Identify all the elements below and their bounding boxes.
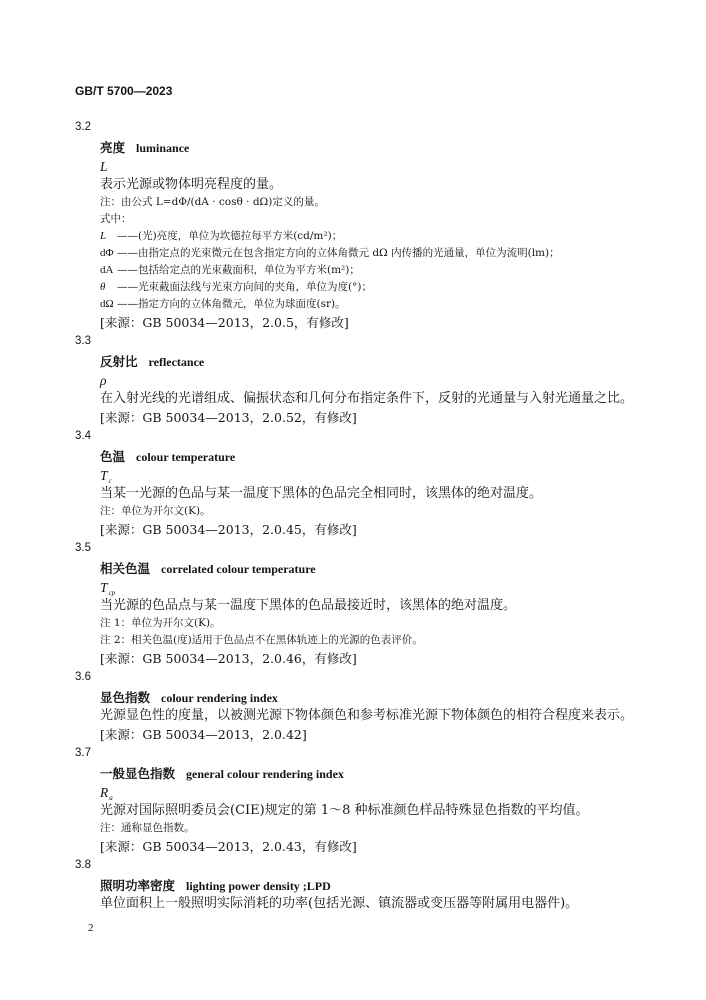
source-reference: [来源：GB 50034—2013，2.0.43，有修改] bbox=[100, 839, 357, 854]
term-chinese: 相关色温 bbox=[100, 561, 151, 576]
term-symbol bbox=[75, 370, 695, 389]
term-english: lighting power density ;LPD bbox=[186, 879, 331, 893]
symbol bbox=[100, 785, 113, 800]
term-chinese: 显色指数 bbox=[100, 690, 151, 705]
source-reference: [来源：GB 50034—2013，2.0.52，有修改] bbox=[100, 410, 357, 425]
term-chinese: 色温 bbox=[100, 449, 126, 464]
term-chinese: 反射比 bbox=[100, 354, 138, 369]
variable-description: ——包括给定点的光束截面积，单位为平方米(m²)； bbox=[117, 264, 360, 276]
term-heading bbox=[75, 687, 695, 706]
variable-line bbox=[75, 279, 695, 296]
clause-number: 3.7 bbox=[75, 747, 91, 759]
term-english: reflectance bbox=[148, 355, 205, 369]
term-heading bbox=[75, 137, 695, 156]
term-entry-3-2 bbox=[75, 118, 695, 332]
symbol bbox=[100, 468, 112, 483]
note-text: 注 2：相关色温(度)适用于色品点不在黑体轨迹上的光源的色表评价。 bbox=[100, 634, 423, 646]
standard-code-header: GB/T 5700—2023 bbox=[75, 84, 173, 98]
variable-description: ——(光)亮度，单位为坎德拉每平方米(cd/m²)； bbox=[117, 230, 343, 242]
term-heading bbox=[75, 558, 695, 577]
note-text: 注：由公式 L=dΦ/(dA · cosθ · dΩ)定义的量。 bbox=[100, 196, 325, 208]
definition-text: 光源对国际照明委员会(CIE)规定的第 1～8 种标准颜色样品特殊显色指数的平均值。 bbox=[100, 803, 589, 818]
term-chinese: 一般显色指数 bbox=[100, 766, 176, 781]
note-text: 注：通称显色指数。 bbox=[100, 822, 195, 834]
symbol-main: L bbox=[100, 159, 108, 174]
variable-line bbox=[75, 262, 695, 279]
term-symbol bbox=[75, 782, 695, 801]
term-entry-3-8 bbox=[75, 856, 695, 913]
term-heading bbox=[75, 446, 695, 465]
definition-text: 当某一光源的色品与某一温度下黑体的色品完全相同时，该黑体的绝对温度。 bbox=[100, 486, 543, 501]
term-english: general colour rendering index bbox=[186, 767, 344, 781]
clause-number: 3.6 bbox=[75, 671, 91, 683]
clause-number: 3.8 bbox=[75, 859, 91, 871]
symbol-subscript: a bbox=[109, 794, 113, 802]
term-entry-3-7 bbox=[75, 744, 695, 856]
variable-description: ——光束截面法线与光束方向间的夹角，单位为度(°)； bbox=[117, 281, 372, 293]
term-symbol bbox=[75, 465, 695, 484]
where-label: 式中： bbox=[100, 213, 132, 225]
variable-line bbox=[75, 296, 695, 313]
source-reference: [来源：GB 50034—2013，2.0.45，有修改] bbox=[100, 522, 357, 537]
source-reference: [来源：GB 50034—2013，2.0.5，有修改] bbox=[100, 315, 349, 330]
terms-and-definitions bbox=[75, 118, 695, 913]
definition-text: 光源显色性的度量，以被测光源下物体颜色和参考标准光源下物体颜色的相符合程度来表示。 bbox=[100, 708, 634, 723]
term-heading bbox=[75, 351, 695, 370]
term-english: colour temperature bbox=[136, 450, 236, 464]
variable-symbol: dΦ bbox=[100, 247, 114, 259]
term-symbol bbox=[75, 577, 695, 596]
symbol-main: ρ bbox=[100, 373, 107, 388]
term-english: luminance bbox=[136, 141, 190, 155]
definition-text: 表示光源或物体明亮程度的量。 bbox=[100, 177, 283, 192]
variable-description: ——指定方向的立体角微元，单位为球面度(sr)。 bbox=[117, 298, 346, 310]
term-heading bbox=[75, 763, 695, 782]
symbol-subscript: cp bbox=[108, 589, 116, 597]
definition-text: 当光源的色品点与某一温度下黑体的色品最接近时，该黑体的绝对温度。 bbox=[100, 598, 517, 613]
symbol bbox=[100, 580, 115, 595]
variable-line bbox=[75, 228, 695, 245]
clause-number: 3.4 bbox=[75, 430, 91, 442]
definition-text: 在入射光线的光谱组成、偏振状态和几何分布指定条件下，反射的光通量与入射光通量之比。 bbox=[100, 391, 634, 406]
clause-number: 3.2 bbox=[75, 121, 91, 133]
term-english: correlated colour temperature bbox=[161, 562, 316, 576]
page-number: 2 bbox=[88, 922, 94, 934]
term-entry-3-3 bbox=[75, 332, 695, 427]
term-entry-3-6 bbox=[75, 668, 695, 744]
variable-symbol: dA bbox=[100, 264, 114, 276]
note-text: 注：单位为开尔文(K)。 bbox=[100, 505, 211, 517]
term-chinese: 亮度 bbox=[100, 140, 126, 155]
term-english: colour rendering index bbox=[161, 691, 278, 705]
variable-symbol: dΩ bbox=[100, 298, 114, 310]
term-symbol bbox=[75, 156, 695, 175]
source-reference: [来源：GB 50034—2013，2.0.42] bbox=[100, 727, 307, 742]
source-reference: [来源：GB 50034—2013，2.0.46，有修改] bbox=[100, 651, 357, 666]
term-entry-3-4 bbox=[75, 427, 695, 539]
note-text: 注 1：单位为开尔文(K)。 bbox=[100, 617, 221, 629]
symbol-main: R bbox=[100, 785, 109, 800]
variable-description: ——由指定点的光束微元在包含指定方向的立体角微元 dΩ 内传播的光通量，单位为流明(lm)； bbox=[117, 247, 560, 259]
variable-symbol: θ bbox=[100, 281, 106, 293]
variable-symbol: L bbox=[100, 230, 107, 242]
clause-number: 3.5 bbox=[75, 542, 91, 554]
symbol-main: T bbox=[100, 468, 108, 483]
term-heading bbox=[75, 875, 695, 894]
symbol-subscript: c bbox=[108, 477, 112, 485]
variable-line bbox=[75, 245, 695, 262]
definition-text: 单位面积上一般照明实际消耗的功率(包括光源、镇流器或变压器等附属用电器件)。 bbox=[100, 896, 579, 911]
term-chinese: 照明功率密度 bbox=[100, 878, 176, 893]
symbol-main: T bbox=[100, 580, 108, 595]
term-entry-3-5 bbox=[75, 539, 695, 668]
clause-number: 3.3 bbox=[75, 335, 91, 347]
